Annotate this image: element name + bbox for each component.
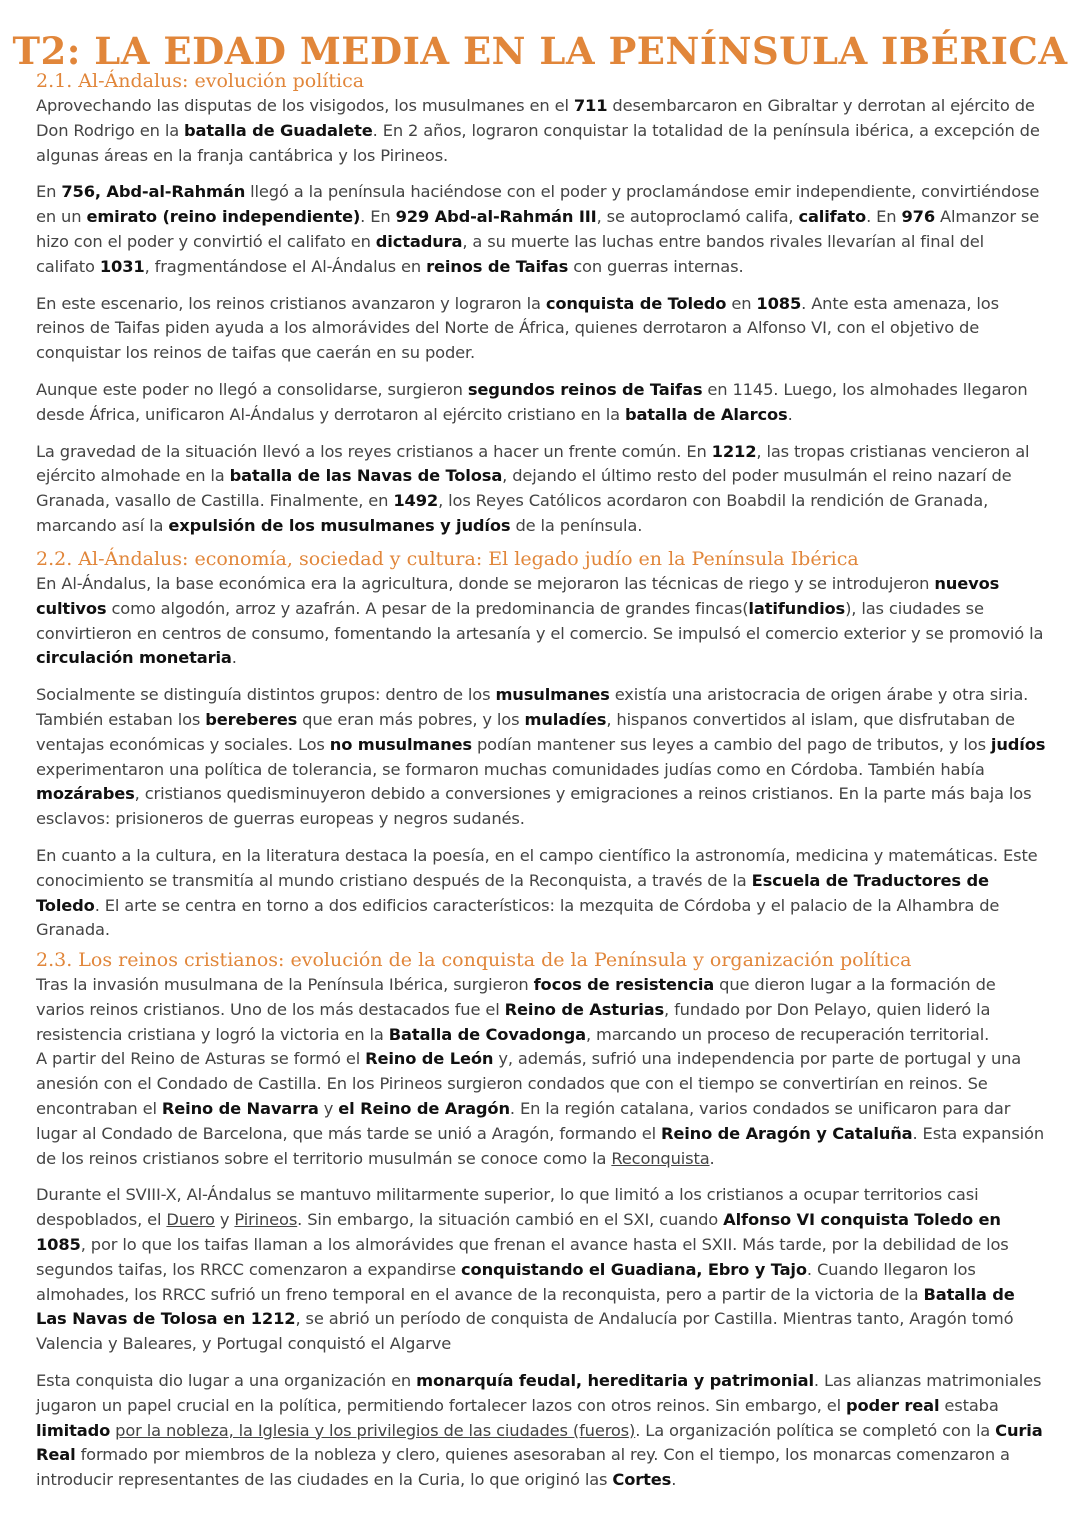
bold-term: limitado (36, 1420, 111, 1440)
text-run: . (709, 1148, 715, 1168)
text-run: , fragmentándose el Al-Ándalus en (144, 256, 427, 276)
text-run: En (36, 182, 62, 202)
text-run: . En 2 años, lograron conquistar la totalidad de la península ibérica, a excepción de algunas áreas en la franja cantábrica y los Pirineos. (36, 120, 1040, 165)
bold-term: circulación monetaria (36, 648, 232, 668)
text-run: llegó a la península haciéndose con el poder y proclamándose emir independiente, convirtiéndose en un (36, 182, 1040, 227)
bold-term: 1085 (756, 293, 802, 313)
underlined-term: Reconquista (611, 1148, 710, 1168)
bold-term: 929 Abd-al-Rahmán III (395, 207, 597, 227)
section-reinos-cristianos (36, 947, 1046, 1505)
bold-term: 1492 (393, 491, 439, 511)
text-run: , se autoproclamó califa, (596, 207, 799, 227)
bold-term: poder real (846, 1395, 940, 1415)
text-run: . Esta expansión de los reinos cristianos sobre el territorio musulmán se conoce como la (36, 1123, 1045, 1168)
bold-term: 1212 (711, 441, 757, 461)
text-run: formado por miembros de la nobleza y clero, quienes asesoraban al rey. Con el tiempo, los monarcas comenzaron a introducir representantes de las ciudades en la Curia, lo que originó las (36, 1445, 1010, 1490)
bold-term: conquista de Toledo (545, 293, 727, 313)
underlined-term: Pirineos (234, 1210, 298, 1230)
text-run: A partir del Reino de Asturas se formó el (36, 1049, 366, 1069)
text-run: . Ante esta amenaza, los reinos de Taifas piden ayuda a los almorávides del Norte de África, quienes derrotaron a Alfonso VI, con el objetivo de conquistar los reinos de taifas que caerán en su poder. (36, 293, 999, 363)
text-run: , fundado por Don Pelayo, quien lideró la resistencia cristiana y logró la victoria en la (36, 999, 991, 1044)
text-run: , por lo que los taifas llaman a los almorávides que frenan el avance hasta el SXII. Más tarde, por la debilidad de los segundos taifas, los RRCC comenzaron a expandirse (36, 1234, 1009, 1279)
text-run: , los Reyes Católicos acordaron con Boabdil la rendición de Granada, marcando así la (36, 491, 989, 535)
paragraph (36, 1183, 1046, 1357)
paragraph (36, 292, 1046, 366)
text-run: . (671, 1470, 677, 1490)
bold-term: batalla de las Navas de Tolosa (229, 466, 503, 486)
paragraph (36, 180, 1046, 279)
text-run: . En la región catalana, varios condados se unificaron para dar lugar al Condado de Barcelona, que más tarde se unió a Aragón, formando el (36, 1098, 1011, 1143)
bold-term: 976 (901, 207, 936, 227)
text-run: y, además, sufrió una independencia por parte de portugal y una anesión con el Condado de Castilla. En los Pirineos surgieron condados que con el tiempo se convertirían en reinos. Se encontraban el (36, 1049, 1022, 1118)
paragraph (36, 844, 1046, 943)
bold-term: latifundios (748, 598, 846, 618)
text-run: en 1145. Luego, los almohades llegaron desde África, unificaron Al-Ándalus y derrotaron al ejército cristiano en la (36, 379, 1028, 424)
text-run: En Al-Ándalus, la base económica era la agricultura, donde se mejoraron las técnicas de riego y se introdujeron (36, 574, 935, 593)
text-run: existía una aristocracia de origen árabe y otra siria. También estaban los (36, 685, 1029, 729)
text-run: y (214, 1210, 235, 1230)
text-run: Almanzor se hizo con el poder y convirtió el califato en (36, 207, 1040, 251)
text-run: En este escenario, los reinos cristianos avanzaron y lograron la (36, 293, 546, 313)
text-run: . Cuando llegaron los almohades, los RRCC sufrió un freno temporal en el avance de la reconquista, pero a partir de la victoria de la (36, 1259, 976, 1304)
text-run: . La organización política se completó con la (635, 1420, 996, 1440)
bold-term: el Reino de Aragón (338, 1098, 510, 1118)
text-run: , se abrió un período de conquista de Andalucía por Castilla. Mientras tanto, Aragón tomó Valencia y Baleares, y Portugal conquistó el Algarve (36, 1309, 1014, 1354)
text-run: ), las ciudades se convirtieron en centros de consumo, fomentando la artesanía y el comercio. Se impulsó el comercio exterior y se promovió la (36, 598, 1044, 643)
text-run: Esta conquista dio lugar a una organización en (36, 1370, 417, 1390)
page-title: T2: LA EDAD MEDIA EN LA PENÍNSULA IBÉRICA (12, 29, 1068, 73)
text-run: como algodón, arroz y azafrán. A pesar de la predominancia de grandes fincas( (106, 598, 749, 618)
text-run: , marcando un proceso de recuperación territorial. (585, 1024, 990, 1044)
underlined-term: Duero (166, 1210, 215, 1230)
bold-term: focos de resistencia (533, 975, 715, 994)
paragraph (36, 683, 1046, 832)
bold-term: reinos de Taifas (426, 256, 569, 276)
text-run: . (231, 648, 237, 668)
text-run: . Sin embargo, la situación cambió en el SXI, cuando (297, 1210, 724, 1230)
section-heading: 2.2. Al-Ándalus: economía, sociedad y cultura: El legado judío en la Península Ibérica (36, 548, 859, 570)
bold-term: expulsión de los musulmanes y judíos (168, 515, 511, 535)
text-run: que dieron lugar a la formación de varios reinos cristianos. Uno de los más destacados fue el (36, 975, 996, 1019)
text-run: Aunque este poder no llegó a consolidarse, surgieron (36, 379, 468, 399)
bold-term: 1031 (99, 256, 145, 276)
text-run: y (318, 1098, 339, 1118)
bold-term: 756, Abd-al-Rahmán (61, 182, 246, 202)
paragraph (36, 440, 1046, 539)
bold-term: monarquía feudal, hereditaria y patrimonial (416, 1370, 814, 1390)
bold-term: Escuela de Traductores de Toledo (36, 870, 989, 915)
bold-term: batalla de Guadalete (184, 120, 373, 140)
bold-term: califato (798, 207, 867, 227)
text-run: En cuanto a la cultura, en la literatura destaca la poesía, en el campo científico la astronomía, medicina y matemáticas. Este conocimiento se transmitía al mundo cristiano después de la Reconquista, a través de la (36, 845, 1038, 890)
paragraph (36, 378, 1046, 428)
bold-term: Curia Real (36, 1420, 1043, 1465)
bold-term: Reino de Aragón y Cataluña (660, 1123, 913, 1143)
underlined-term: por la nobleza, la Iglesia y los privilegios de las ciudades (fueros) (115, 1420, 636, 1440)
text-run: experimentaron una política de tolerancia, se formaron muchas comunidades judías como en Córdoba. También había (36, 759, 985, 779)
text-run: , a su muerte las luchas entre bandos rivales llevarían al final del califato (36, 231, 985, 276)
text-run: . Las alianzas matrimoniales jugaron un papel crucial en la política, permitiendo fortalecer lazos con otros reinos. Sin embargo, el (36, 1370, 1042, 1415)
text-run: que eran más pobres, y los (297, 709, 525, 729)
bold-term: bereberes (205, 709, 298, 729)
text-run: desembarcaron en Gibraltar y derrotan al ejército de Don Rodrigo en la (36, 96, 1035, 140)
bold-term: 711 (573, 96, 608, 115)
bold-term: nuevos cultivos (36, 574, 1000, 618)
text-run: Tras la invasión musulmana de la Península Ibérica, surgieron (36, 975, 534, 994)
bold-term: Batalla de Las Navas de Tolosa en 1212 (36, 1284, 1015, 1329)
text-run: en (726, 293, 757, 313)
bold-term: mozárabes (36, 784, 135, 804)
text-run: Aprovechando las disputas de los visigodos, los musulmanes en el (36, 96, 574, 115)
text-run: , cristianos quedisminuyeron debido a conversiones y emigraciones a reinos cristianos. En la parte más baja los esclavos: prisioneros de guerras europeas y negros sudanés. (36, 784, 1032, 829)
section-economia (36, 546, 1046, 943)
bold-term: judíos (990, 734, 1046, 754)
bold-term: Reino de Asturias (504, 999, 665, 1019)
section-heading: 2.1. Al-Ándalus: evolución política (36, 70, 365, 92)
bold-term: Batalla de Covadonga (388, 1024, 586, 1044)
text-run: . En (866, 207, 902, 227)
section-politica (36, 68, 1046, 539)
bold-term: no musulmanes (329, 734, 472, 754)
paragraph (36, 973, 1046, 1047)
text-run: La gravedad de la situación llevó a los reyes cristianos a hacer un frente común. En (36, 441, 712, 461)
text-run: Socialmente se distinguía distintos grupos: dentro de los (36, 685, 496, 705)
bold-term: batalla de Alarcos (624, 404, 788, 424)
bold-term: segundos reinos de Taifas (467, 379, 703, 399)
paragraph (36, 94, 1046, 168)
text-run: Durante el SVIII-X, Al-Ándalus se mantuvo militarmente superior, lo que limitó a los cristianos a ocupar territorios casi despoblados, el (36, 1185, 979, 1230)
bold-term: dictadura (375, 231, 463, 251)
section-heading: 2.3. Los reinos cristianos: evolución de la conquista de la Península y organización política (36, 949, 912, 971)
paragraph (36, 1047, 1046, 1171)
bold-term: Cortes (612, 1470, 672, 1490)
text-run: . En (360, 207, 396, 227)
text-run: . (787, 404, 793, 424)
bold-term: emirato (reino independiente) (86, 207, 361, 227)
text-run: , hispanos convertidos al islam, que disfrutaban de ventajas económicas y sociales. Los (36, 709, 1015, 754)
text-run: , las tropas cristianas vencieron al ejército almohade en la (36, 441, 1030, 486)
text-run: con guerras internas. (568, 256, 744, 276)
text-run: . El arte se centra en torno a dos edificios característicos: la mezquita de Córdoba y el palacio de la Alhambra de Granada. (36, 895, 1000, 940)
bold-term: Reino de Navarra (161, 1098, 319, 1118)
bold-term: conquistando el Guadiana, Ebro y Tajo (461, 1259, 807, 1279)
bold-term: musulmanes (495, 685, 610, 705)
bold-term: Alfonso VI conquista Toledo en 1085 (36, 1210, 1001, 1254)
paragraph (36, 572, 1046, 671)
bold-term: Reino de León (365, 1049, 494, 1069)
paragraph (36, 1369, 1046, 1493)
text-run: , dejando el último resto del poder musulmán el reino nazarí de Granada, vasallo de Castilla. Finalmente, en (36, 466, 1012, 511)
bold-term: muladíes (524, 709, 607, 729)
text-run: podían mantener sus leyes a cambio del pago de tributos, y los (471, 734, 991, 754)
text-run: de la península. (510, 515, 643, 535)
text-run: estaba (939, 1395, 999, 1415)
